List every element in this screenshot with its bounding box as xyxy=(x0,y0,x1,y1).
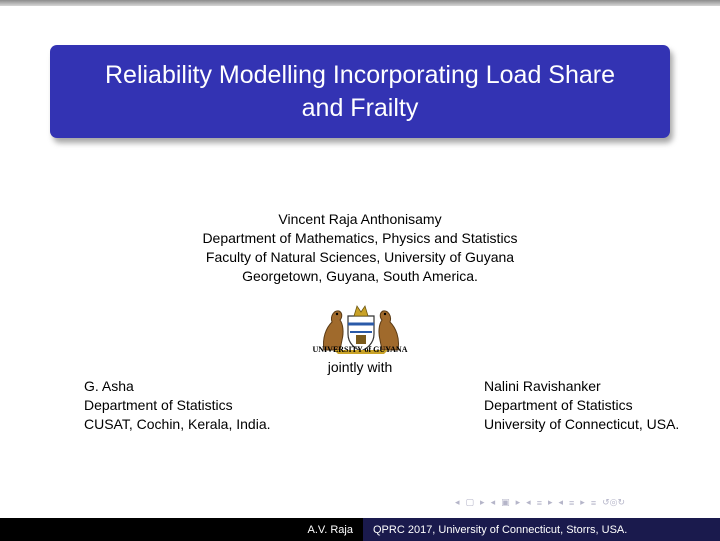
nav-prev-icon[interactable]: ◂ xyxy=(490,497,496,507)
beamer-nav-bar xyxy=(455,497,625,508)
title-line-1: Reliability Modelling Incorporating Load Share xyxy=(104,60,616,89)
logo-caption: UNIVERSITY of GUYANA xyxy=(312,345,408,354)
nav-next-icon[interactable]: ▸ xyxy=(547,497,553,507)
nav-next-icon[interactable]: ▸ xyxy=(480,497,485,507)
title-line-2: and Frailty xyxy=(301,93,419,122)
nav-align-icon[interactable]: ≡ xyxy=(590,497,597,508)
jointly-with-label: jointly with xyxy=(327,359,393,375)
nav-next-icon[interactable]: ▸ xyxy=(580,497,585,507)
coauthor-left xyxy=(84,377,271,434)
title-box xyxy=(50,45,670,138)
top-rule xyxy=(0,0,720,6)
presenter-location: Georgetown, Guyana, South America. xyxy=(242,268,478,284)
footer-event: QPRC 2017, University of Connecticut, Storrs, USA. xyxy=(363,518,720,541)
coauthor-left-name: G. Asha xyxy=(84,378,134,394)
footer-author: A.V. Raja xyxy=(0,518,363,541)
coauthor-left-place: CUSAT, Cochin, Kerala, India. xyxy=(84,416,271,432)
nav-section-icon[interactable]: ≡ xyxy=(536,497,542,508)
presenter-name: Vincent Raja Anthonisamy xyxy=(278,211,442,227)
coauthor-left-dept: Department of Statistics xyxy=(84,397,233,413)
nav-next-icon[interactable]: ▸ xyxy=(515,497,521,507)
footer-bar xyxy=(0,518,720,541)
nav-prev-icon[interactable]: ◂ xyxy=(558,497,564,507)
coauthor-right xyxy=(484,377,679,434)
nav-prev-icon[interactable]: ◂ xyxy=(526,497,531,507)
presenter-department: Department of Mathematics, Physics and Statistics xyxy=(202,230,518,246)
nav-search-icon[interactable]: ↺◎↻ xyxy=(602,497,626,507)
coauthor-right-place: University of Connecticut, USA. xyxy=(484,416,680,432)
nav-subsection-icon[interactable]: ▣ xyxy=(501,497,510,507)
nav-frame-icon[interactable]: ▢ xyxy=(465,497,475,507)
nav-section-icon[interactable]: ≡ xyxy=(569,497,575,508)
presenter-block xyxy=(0,210,720,286)
coauthor-right-dept: Department of Statistics xyxy=(484,397,633,413)
presenter-faculty: Faculty of Natural Sciences, University of Guyana xyxy=(205,249,515,265)
coauthor-right-name: Nalini Ravishanker xyxy=(484,378,601,394)
nav-prev-icon[interactable]: ◂ xyxy=(455,497,460,507)
